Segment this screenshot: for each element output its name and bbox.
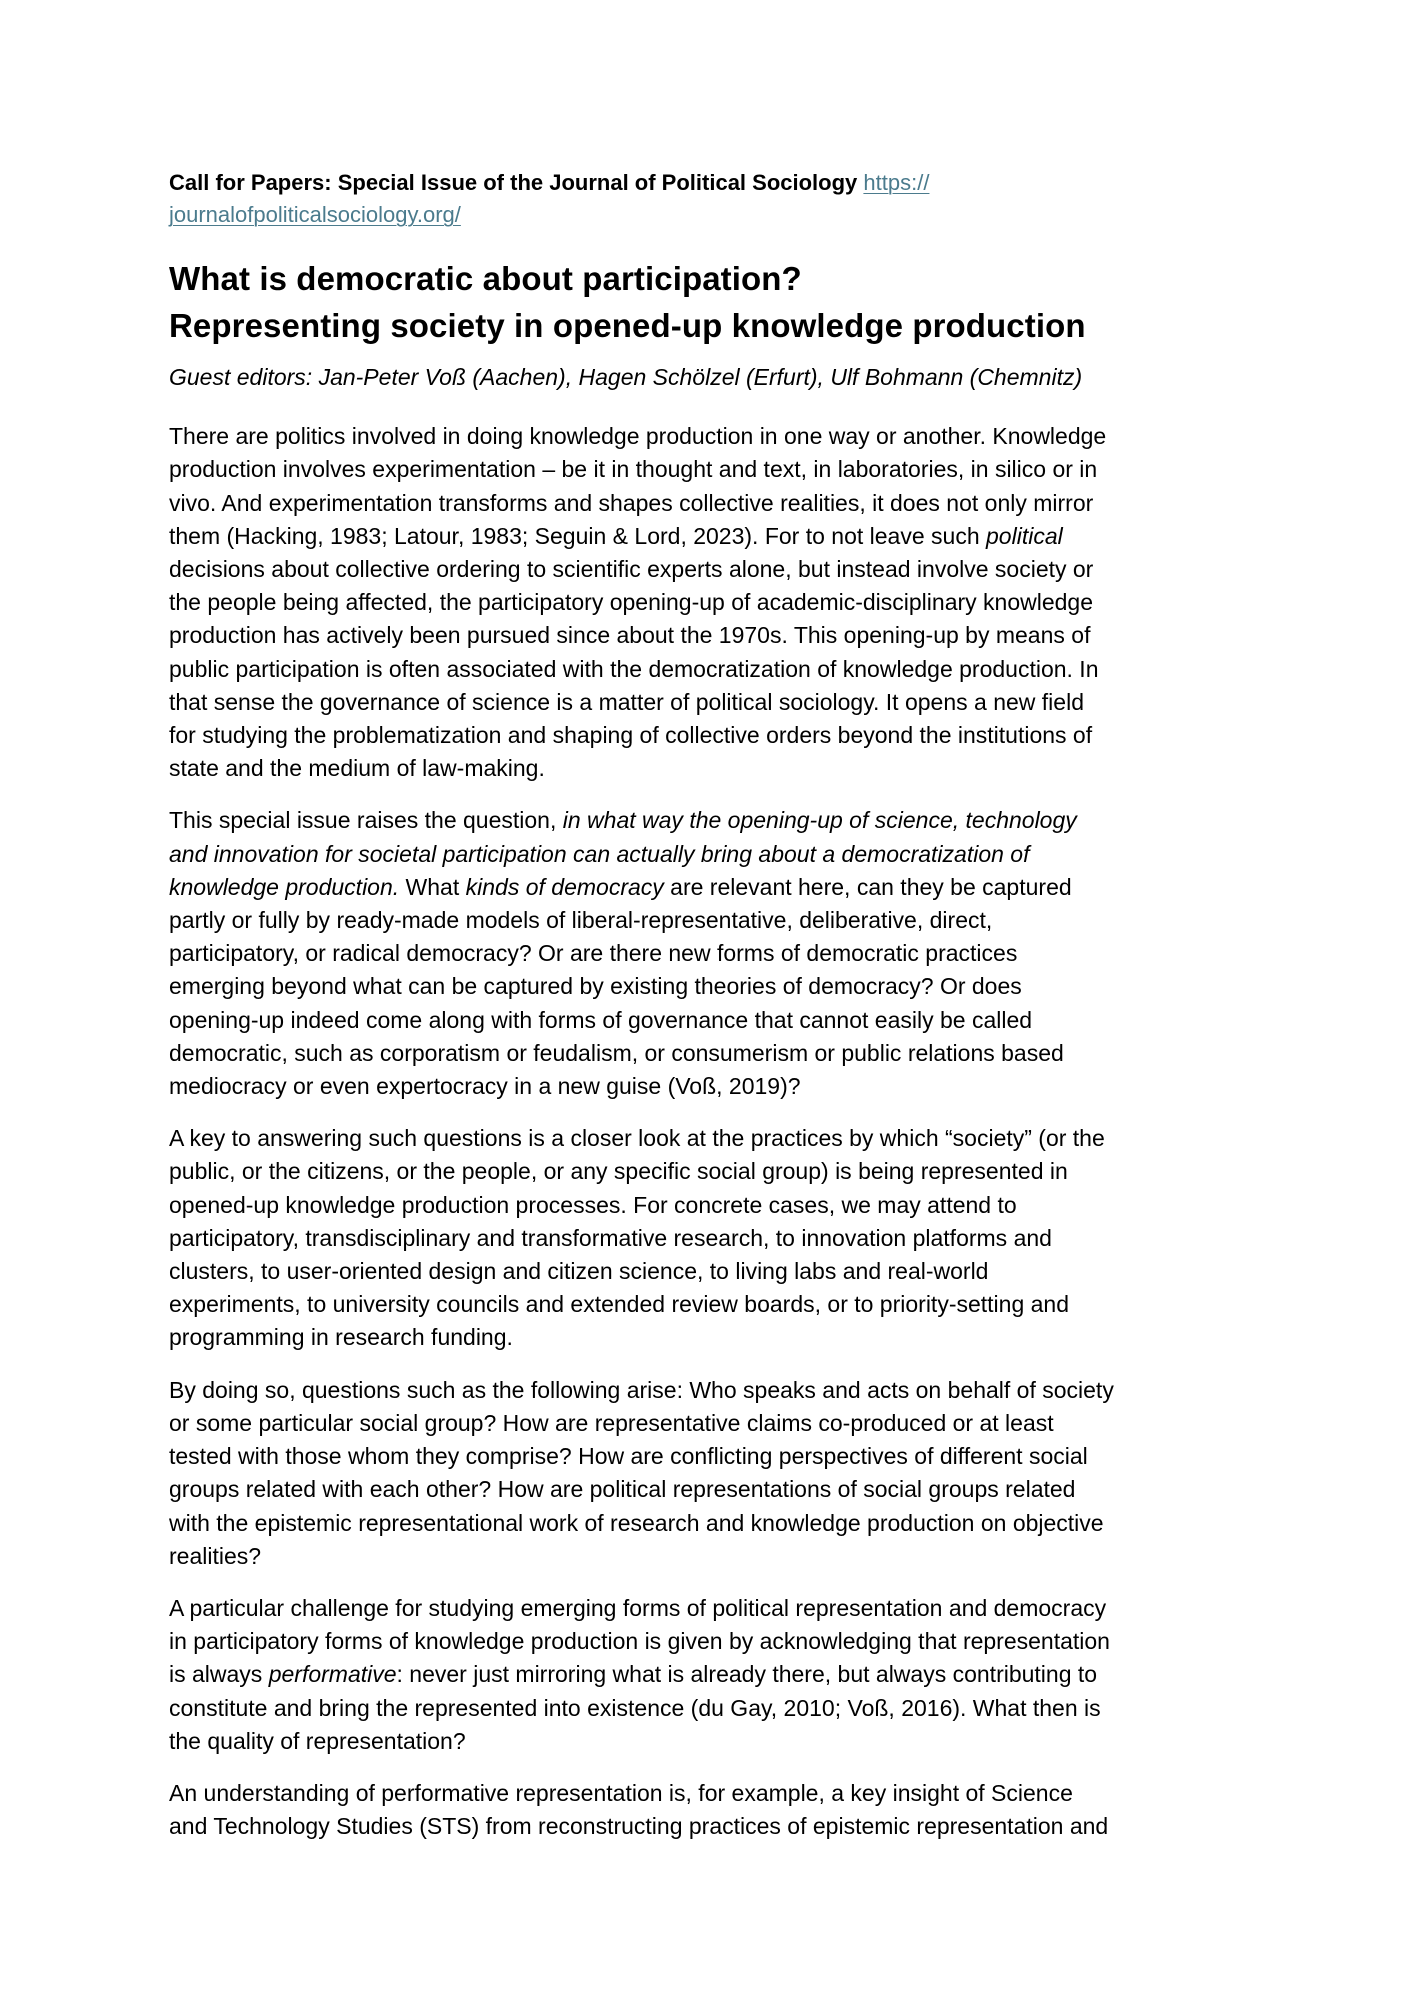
text-run: clusters, to user-oriented design and citizen science, to living labs and real-world	[169, 1258, 989, 1285]
text-run: decisions about collective ordering to scientific experts alone, but instead involve society or	[169, 556, 1094, 583]
text-line	[169, 1321, 1259, 1354]
text-run: is always	[169, 1661, 269, 1688]
text-run: opened-up knowledge production processes. For concrete cases, we may attend to	[169, 1191, 1017, 1218]
text-line	[169, 1725, 1259, 1758]
text-run: groups related with each other? How are political representations of social groups related	[169, 1476, 1076, 1503]
page-title	[169, 255, 1259, 349]
text-run: public participation is often associated with the democratization of knowledge production. In	[169, 655, 1099, 682]
text-run: state and the medium of law-making.	[169, 755, 545, 782]
text-run: programming in research funding.	[169, 1324, 513, 1351]
text-run: or some particular social group? How are representative claims co-produced or at least	[169, 1409, 1054, 1436]
text-run: partly or fully by ready-made models of liberal-representative, deliberative, direct,	[169, 907, 993, 934]
text-run: are relevant here, can they be captured	[663, 873, 1072, 900]
text-line	[169, 1122, 1259, 1155]
text-line	[169, 937, 1259, 970]
text-line	[169, 1037, 1259, 1070]
text-line	[169, 520, 1259, 553]
body-paragraph	[169, 1592, 1259, 1758]
text-line	[169, 487, 1259, 520]
text-line	[169, 904, 1259, 937]
text-line	[169, 970, 1259, 1003]
text-run: tested with those whom they comprise? How are conflicting perspectives of different social	[169, 1443, 1088, 1470]
text-run: mediocracy or even expertocracy in a new guise (Voß, 2019)?	[169, 1073, 801, 1100]
italic-text: political	[986, 522, 1063, 549]
text-line	[169, 1222, 1259, 1255]
text-line	[169, 1070, 1259, 1103]
cfp-line-2	[169, 199, 1259, 231]
text-line	[169, 1407, 1259, 1440]
body-paragraph	[169, 1374, 1259, 1573]
text-line	[169, 1810, 1259, 1843]
text-line	[169, 1189, 1259, 1222]
text-line	[169, 1374, 1259, 1407]
body-paragraph	[169, 1122, 1259, 1354]
text-line	[169, 719, 1259, 752]
text-line	[169, 1658, 1259, 1691]
text-line	[169, 1507, 1259, 1540]
italic-text: in what way the opening-up of science, technology	[562, 807, 1077, 834]
text-run: participatory, transdisciplinary and transformative research, to innovation platforms and	[169, 1224, 1052, 1251]
text-run: By doing so, questions such as the following arise: Who speaks and acts on behalf of society	[169, 1376, 1114, 1403]
text-run: There are politics involved in doing knowledge production in one way or another. Knowledge	[169, 423, 1107, 450]
text-line	[169, 653, 1259, 686]
text-line	[169, 838, 1259, 871]
text-line	[169, 871, 1259, 904]
text-line	[169, 619, 1259, 652]
text-run: production has actively been pursued since about the 1970s. This opening-up by means of	[169, 622, 1091, 649]
body-paragraph	[169, 420, 1259, 785]
text-line	[169, 1777, 1259, 1810]
text-run: public, or the citizens, or the people, or any specific social group) is being represented in	[169, 1158, 1068, 1185]
cfp-label: Call for Papers: Special Issue of the Journal of Political Sociology	[169, 170, 858, 195]
text-run: opening-up indeed come along with forms of governance that cannot easily be called	[169, 1006, 1033, 1033]
text-line	[169, 1692, 1259, 1725]
body-paragraph	[169, 804, 1259, 1103]
text-line	[169, 586, 1259, 619]
call-for-papers-header	[169, 167, 1259, 231]
text-run: This special issue raises the question,	[169, 807, 563, 834]
text-line	[169, 1473, 1259, 1506]
text-line	[169, 553, 1259, 586]
text-line	[169, 1440, 1259, 1473]
text-line	[169, 1592, 1259, 1625]
text-line	[169, 686, 1259, 719]
text-run: and Technology Studies (STS) from reconstructing practices of epistemic representation and	[169, 1813, 1109, 1840]
text-run: them (Hacking, 1983; Latour, 1983; Seguin & Lord, 2023). For to not leave such	[169, 522, 987, 549]
text-run: A particular challenge for studying emerging forms of political representation and democracy	[169, 1594, 1107, 1621]
text-line	[169, 1004, 1259, 1037]
italic-text: performative	[268, 1661, 397, 1688]
text-run: the quality of representation?	[169, 1727, 466, 1754]
text-line	[169, 1255, 1259, 1288]
text-run: participatory, or radical democracy? Or are there new forms of democratic practices	[169, 940, 1018, 967]
document-page	[169, 167, 1259, 1843]
text-run: experiments, to university councils and extended review boards, or to priority-setting and	[169, 1291, 1070, 1318]
title-line-2: Representing society in opened-up knowledge production	[169, 307, 1086, 344]
text-run: with the epistemic representational work of research and knowledge production on objective	[169, 1509, 1104, 1536]
text-run: for studying the problematization and shaping of collective orders beyond the institutions of	[169, 722, 1093, 749]
italic-text: knowledge production.	[169, 873, 400, 900]
cfp-line-1	[169, 167, 1259, 199]
body-paragraph	[169, 1777, 1259, 1843]
text-run: emerging beyond what can be captured by existing theories of democracy? Or does	[169, 973, 1022, 1000]
text-line	[169, 1155, 1259, 1188]
text-run: vivo. And experimentation transforms and shapes collective realities, it does not only mirror	[169, 489, 1094, 516]
text-run: An understanding of performative representation is, for example, a key insight of Science	[169, 1779, 1073, 1806]
text-line	[169, 1288, 1259, 1321]
text-run: constitute and bring the represented into existence (du Gay, 2010; Voß, 2016). What then is	[169, 1694, 1101, 1721]
text-run: What	[399, 873, 466, 900]
journal-link-part-2[interactable]: journalofpoliticalsociology.org/	[169, 202, 461, 227]
text-run: democratic, such as corporatism or feudalism, or consumerism or public relations based	[169, 1039, 1064, 1066]
text-line	[169, 1625, 1259, 1658]
text-run: in participatory forms of knowledge production is given by acknowledging that representation	[169, 1628, 1110, 1655]
text-run: realities?	[169, 1542, 262, 1569]
text-line	[169, 453, 1259, 486]
text-run: production involves experimentation – be it in thought and text, in laboratories, in silico or in	[169, 456, 1098, 483]
text-run: that sense the governance of science is a matter of political sociology. It opens a new field	[169, 688, 1084, 715]
text-line	[169, 752, 1259, 785]
text-line	[169, 1540, 1259, 1573]
text-run: A key to answering such questions is a closer look at the practices by which “society” (or the	[169, 1125, 1105, 1152]
text-run: the people being affected, the participatory opening-up of academic-disciplinary knowledge	[169, 589, 1093, 616]
italic-text: kinds of democracy	[465, 873, 664, 900]
text-run: : never just mirroring what is already there, but always contributing to	[396, 1661, 1098, 1688]
journal-link-part-1[interactable]: https://	[863, 170, 930, 195]
guest-editors: Guest editors: Jan-Peter Voß (Aachen), Hagen Schölzel (Erfurt), Ulf Bohmann (Chemnitz)	[169, 364, 1083, 390]
italic-text: and innovation for societal participation can actually bring about a democratization of	[169, 840, 1030, 867]
title-line-1: What is democratic about participation?	[169, 260, 802, 297]
text-line	[169, 804, 1259, 837]
body-text	[169, 420, 1259, 1843]
text-line	[169, 420, 1259, 453]
